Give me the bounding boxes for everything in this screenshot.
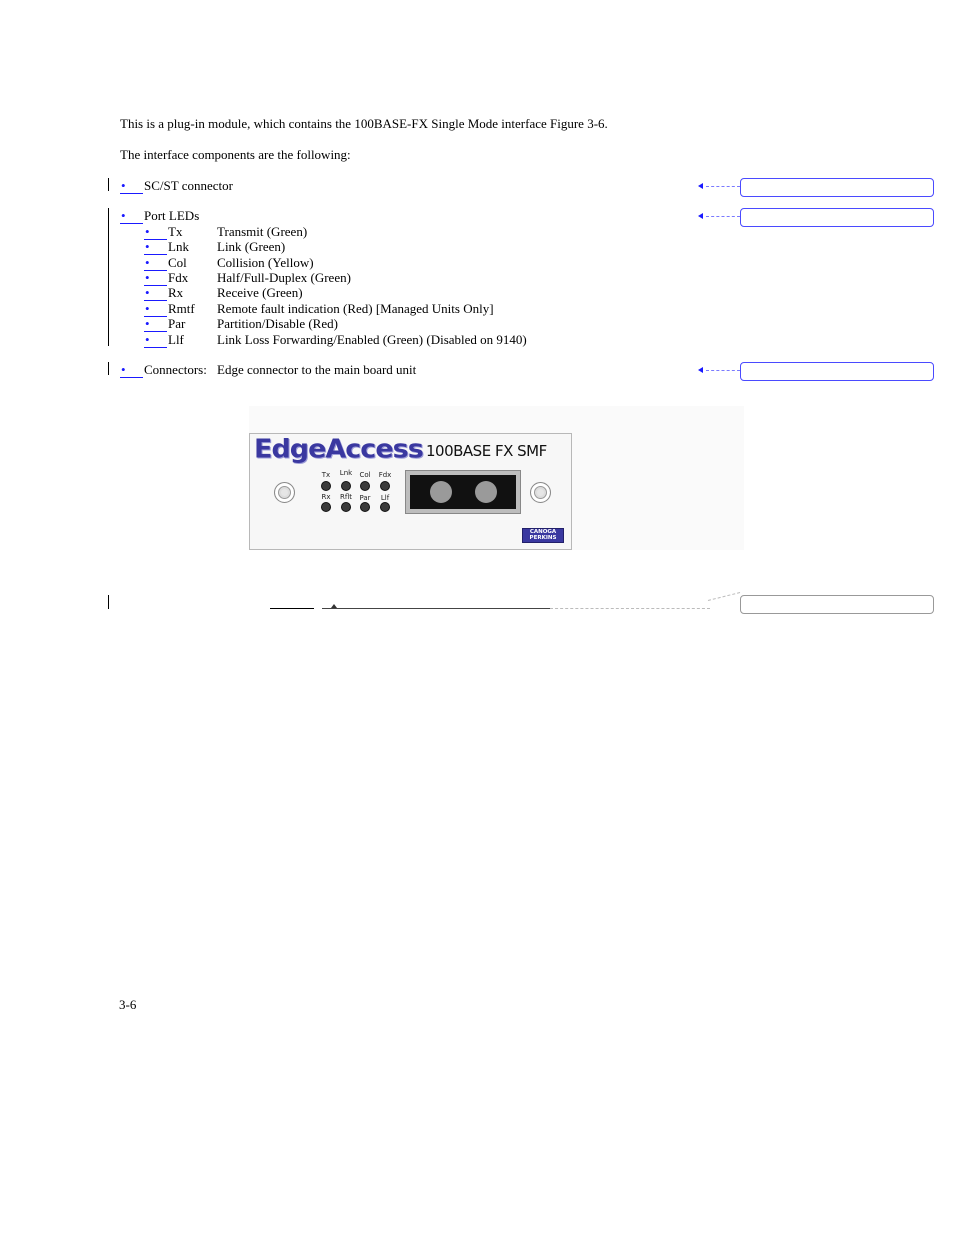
sc-fiber-port [405, 470, 521, 514]
fiber-lens-icon [430, 481, 452, 503]
balloon-connector-line [706, 186, 740, 187]
caption-underline [322, 608, 550, 609]
led-description: Link Loss Forwarding/Enabled (Green) (Disabled on 9140) [217, 332, 527, 347]
comment-balloon[interactable] [740, 208, 934, 227]
led-indicator [360, 481, 370, 491]
components-intro: The interface components are the following: [120, 147, 351, 162]
led-indicator [380, 502, 390, 512]
led-description: Remote fault indication (Red) [Managed Units Only] [217, 301, 494, 316]
led-code: Rx [168, 285, 184, 300]
balloon-connector-line [708, 592, 740, 601]
right-screw-icon [530, 482, 551, 503]
bullet-icon: • [144, 316, 167, 332]
led-label: Col [359, 471, 371, 479]
change-bar [108, 362, 109, 375]
led-description: Collision (Yellow) [217, 255, 314, 270]
led-code: Par [168, 316, 186, 331]
arrow-left-icon [698, 367, 703, 373]
change-bar [108, 208, 109, 346]
comment-balloon[interactable] [740, 595, 934, 614]
comment-balloon[interactable] [740, 362, 934, 381]
bullet-icon: • [120, 362, 143, 378]
led-label: Lnk [339, 469, 353, 477]
port-cavity [410, 475, 516, 509]
bullet-icon: • [144, 270, 167, 286]
led-description: Transmit (Green) [217, 224, 308, 239]
change-bar [108, 595, 109, 609]
bullet-icon: • [144, 239, 167, 255]
balloon-connector-line [550, 608, 710, 609]
bullet-icon: • [120, 178, 143, 194]
left-screw-icon [274, 482, 295, 503]
led-label: Rx [321, 493, 331, 501]
led-code: Rmtf [168, 301, 195, 316]
fiber-lens-icon [475, 481, 497, 503]
bullet-icon: • [144, 255, 167, 271]
balloon-connector-line [706, 216, 740, 217]
page-number: 3-6 [119, 997, 137, 1012]
led-label: Tx [321, 471, 331, 479]
bullet-icon: • [144, 301, 167, 317]
bullet-icon: • [144, 224, 167, 240]
led-label: Rflt [339, 493, 353, 501]
led-indicator [341, 481, 351, 491]
led-code: Fdx [168, 270, 189, 285]
led-indicator [321, 481, 331, 491]
led-indicator [360, 502, 370, 512]
arrow-left-icon [698, 213, 703, 219]
led-indicator [341, 502, 351, 512]
led-label: Llf [380, 494, 390, 502]
led-indicator [321, 502, 331, 512]
bullet-icon: • [120, 208, 143, 224]
item-connectors-label: Connectors: [144, 362, 207, 377]
module-faceplate-figure [249, 433, 572, 550]
intro-paragraph: This is a plug-in module, which contains the 100BASE-FX Single Mode interface Figure 3-6. [120, 116, 608, 131]
bullet-icon: • [144, 332, 167, 348]
led-description: Half/Full-Duplex (Green) [217, 270, 351, 285]
item-port-leds: Port LEDs [144, 208, 200, 223]
led-label: Fdx [378, 471, 392, 479]
balloon-connector-line [706, 370, 740, 371]
item-connectors-desc: Edge connector to the main board unit [217, 362, 417, 377]
arrow-left-icon [698, 183, 703, 189]
change-bar [108, 178, 109, 191]
bullet-icon: • [144, 285, 167, 301]
canoga-perkins-logo [522, 528, 564, 543]
led-code: Col [168, 255, 187, 270]
led-indicator [380, 481, 390, 491]
led-description: Partition/Disable (Red) [217, 316, 338, 331]
brand-line: PERKINS [529, 535, 557, 541]
led-label: Par [359, 494, 371, 502]
led-description: Receive (Green) [217, 285, 303, 300]
led-code: Tx [168, 224, 183, 239]
item-sc-st-connector: SC/ST connector [144, 178, 233, 193]
led-code: Lnk [168, 239, 189, 254]
caption-rule [270, 608, 314, 609]
led-description: Link (Green) [217, 239, 286, 254]
module-model-label: 100BASE FX SMF [426, 442, 547, 460]
brand-line: CANOGA [529, 529, 557, 535]
led-code: Llf [168, 332, 184, 347]
edgeaccess-logo: EdgeAccess [254, 434, 423, 465]
comment-balloon[interactable] [740, 178, 934, 197]
